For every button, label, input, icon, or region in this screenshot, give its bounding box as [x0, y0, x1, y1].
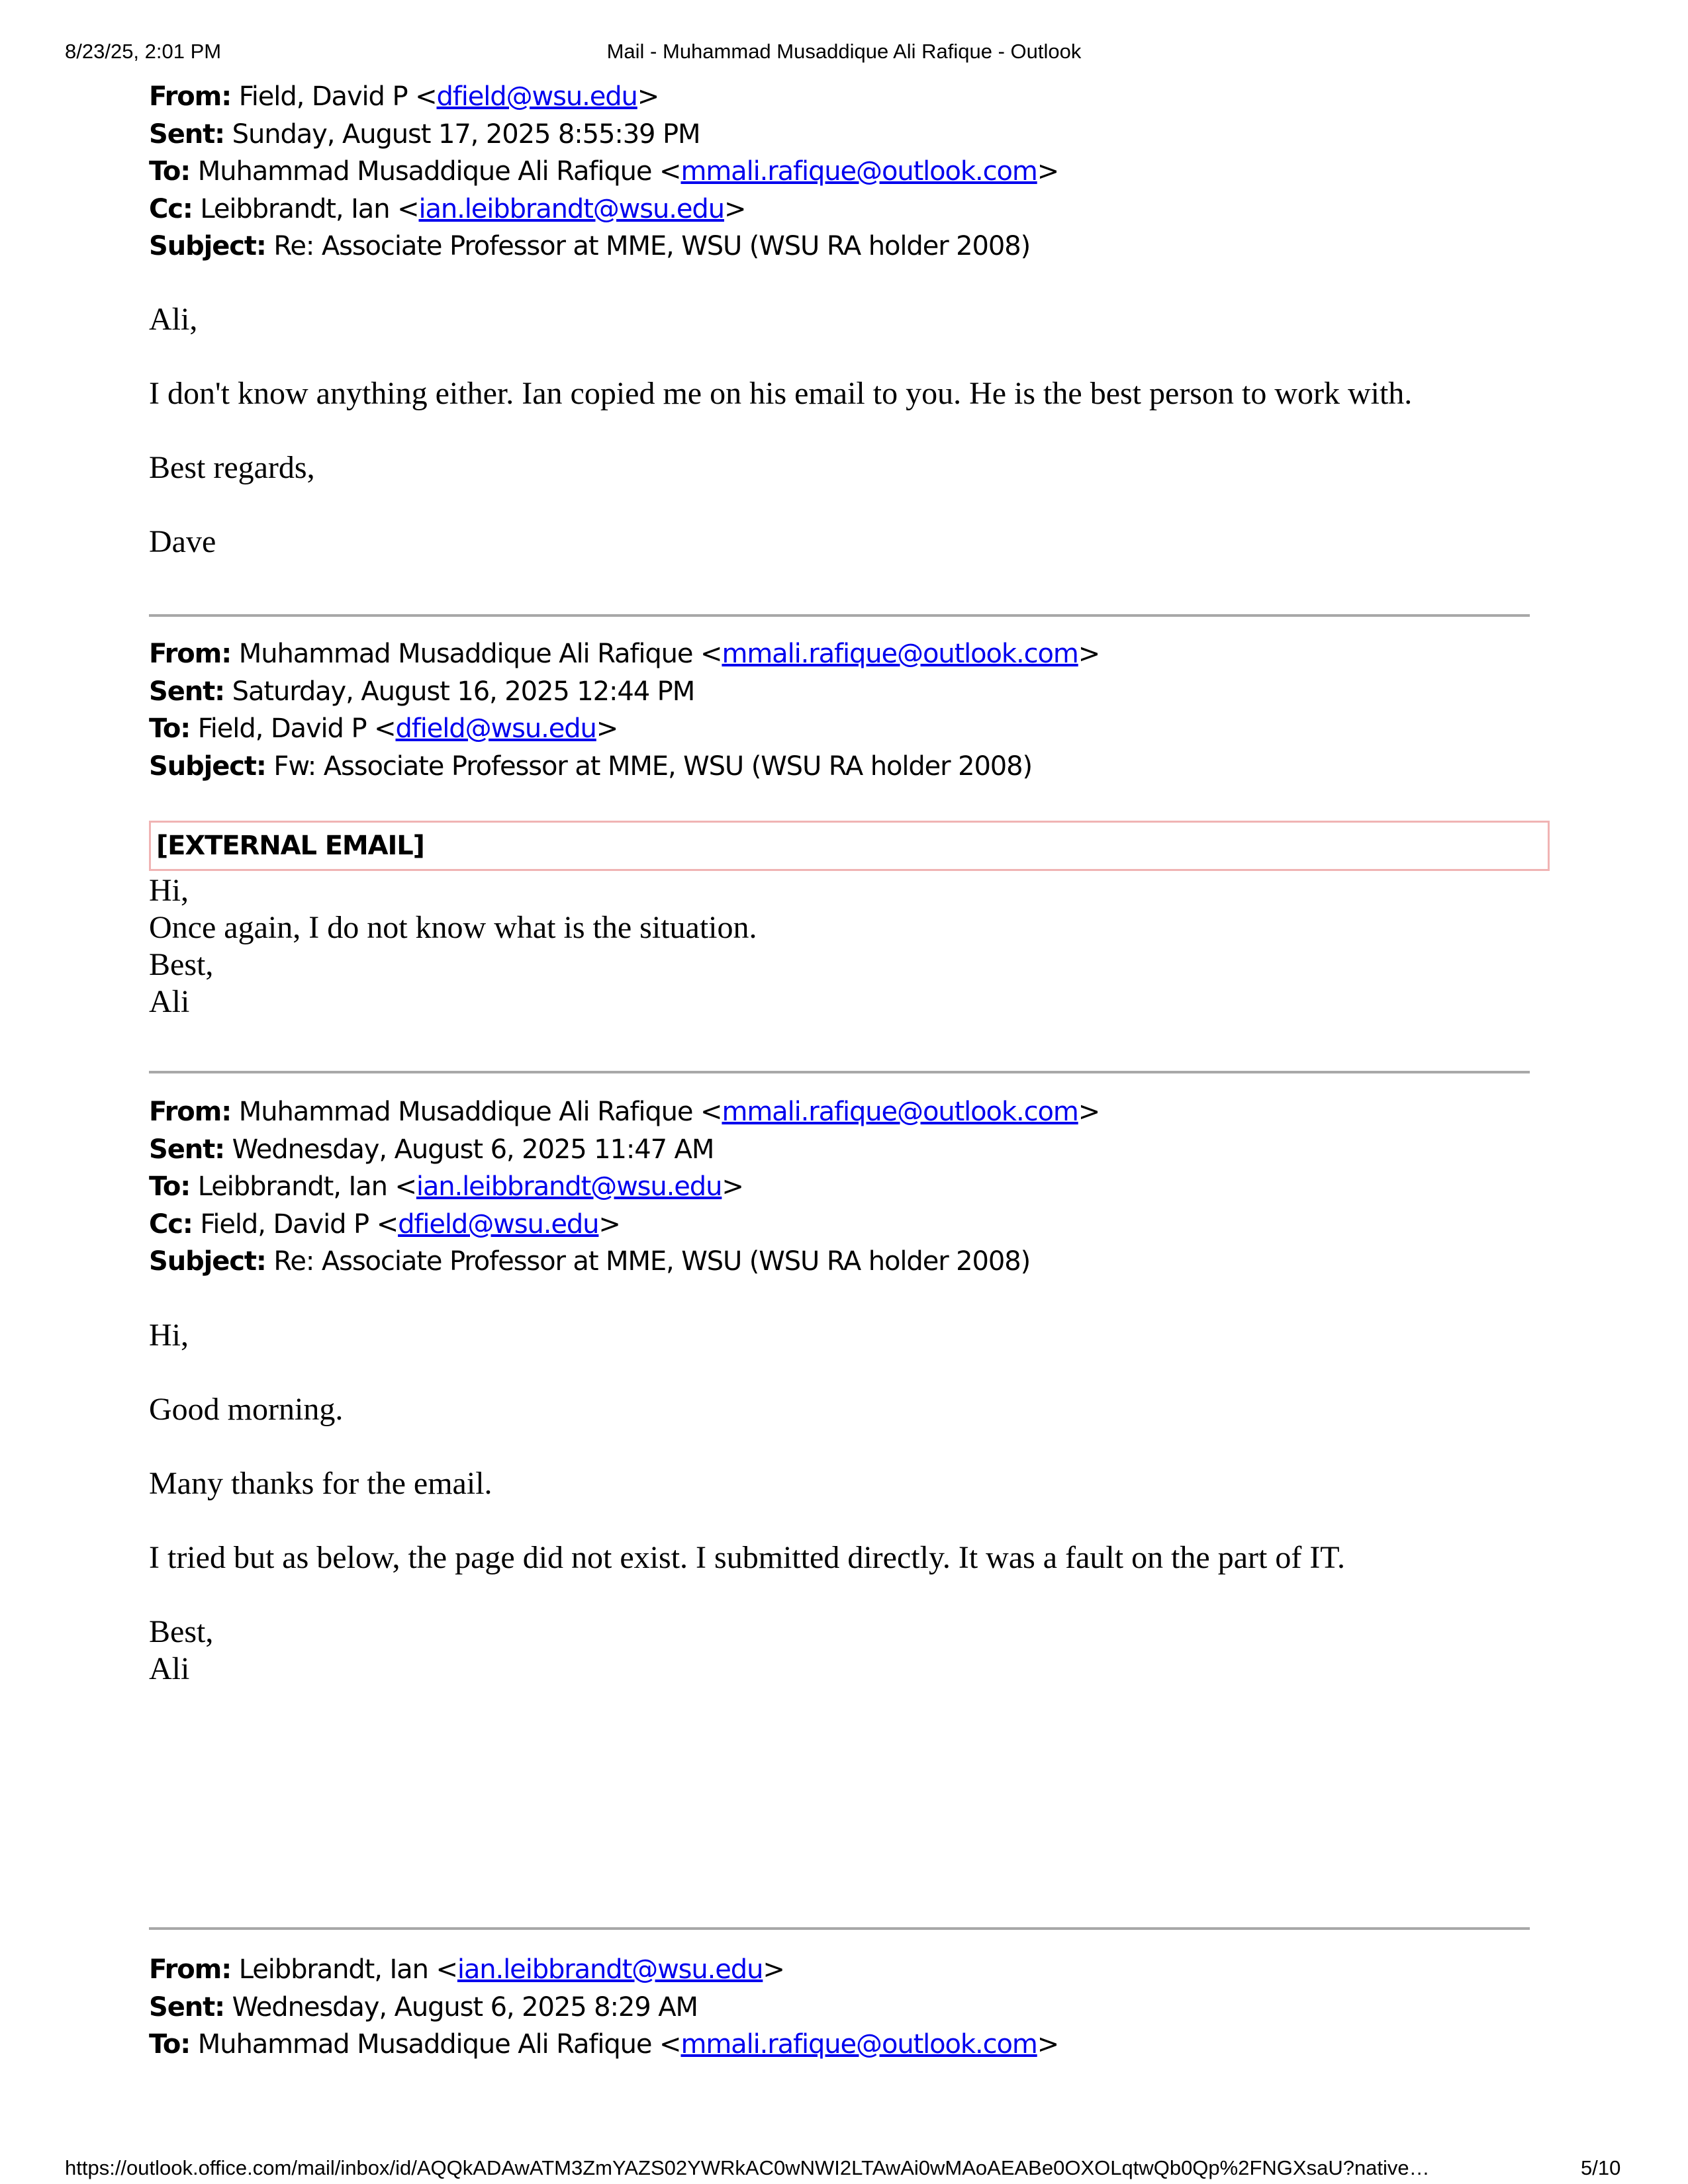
message-separator	[149, 614, 1530, 617]
to-name: Muhammad Musaddique Ali Rafique	[197, 156, 652, 187]
sent-date: Wednesday, August 6, 2025 11:47 AM	[232, 1134, 714, 1165]
subject-label: Subject:	[149, 231, 266, 261]
to-line: To: Muhammad Musaddique Ali Rafique <mmali.rafique@outlook.com>	[149, 2029, 1059, 2060]
sent-date: Wednesday, August 6, 2025 8:29 AM	[232, 1991, 698, 2023]
subject-line	[149, 228, 1532, 265]
external-email-banner: [EXTERNAL EMAIL]	[149, 821, 1550, 871]
to-label: To:	[149, 713, 191, 744]
print-footer	[0, 2156, 1688, 2183]
body-paragraph: I tried but as below, the page did not exist. I submitted directly. It was a fault on the part of IT.	[149, 1540, 1346, 1575]
print-page-number: 5/10	[1581, 2156, 1621, 2179]
message-header-2	[149, 635, 1532, 785]
body-paragraph: Ali	[149, 984, 190, 1019]
body-paragraph: Hi,	[149, 873, 189, 908]
sent-line	[149, 1131, 1532, 1169]
body-paragraph: Ali	[149, 1651, 190, 1686]
from-label: From:	[149, 1954, 232, 1985]
from-name: Muhammad Musaddique Ali Rafique	[238, 639, 693, 669]
from-line: From: Leibbrandt, Ian <ian.leibbrandt@wsu.edu>	[149, 1954, 784, 1985]
body-paragraph: Ali,	[149, 302, 198, 337]
from-email-link[interactable]: dfield@wsu.edu	[436, 81, 637, 112]
subject-text: Re: Associate Professor at MME, WSU (WSU RA holder 2008)	[273, 1246, 1031, 1277]
message-separator	[149, 1927, 1530, 1930]
subject-line	[149, 748, 1532, 786]
from-email-link[interactable]: mmali.rafique@outlook.com	[722, 639, 1078, 669]
sent-line	[149, 1989, 1532, 2026]
sent-label: Sent:	[149, 1134, 225, 1165]
from-line: From: Muhammad Musaddique Ali Rafique <mmali.rafique@outlook.com>	[149, 639, 1100, 669]
body-paragraph: I don't know anything either. Ian copied me on his email to you. He is the best person to work with.	[149, 376, 1413, 411]
message-body-1	[149, 301, 1532, 561]
to-label: To:	[149, 1171, 191, 1202]
message-separator	[149, 1071, 1530, 1073]
to-email-link[interactable]: dfield@wsu.edu	[395, 713, 596, 744]
from-name: Muhammad Musaddique Ali Rafique	[238, 1097, 693, 1127]
cc-email-link[interactable]: ian.leibbrandt@wsu.edu	[418, 193, 724, 224]
from-email-link[interactable]: mmali.rafique@outlook.com	[722, 1097, 1078, 1127]
cc-name: Field, David P	[200, 1208, 369, 1240]
to-email-link[interactable]: mmali.rafique@outlook.com	[680, 156, 1037, 187]
sent-line	[149, 673, 1532, 711]
cc-line: Cc: Leibbrandt, Ian <ian.leibbrandt@wsu.edu>	[149, 193, 746, 224]
sent-label: Sent:	[149, 118, 225, 150]
body-paragraph: Best,	[149, 1614, 214, 1649]
to-label: To:	[149, 156, 191, 187]
from-email-link[interactable]: ian.leibbrandt@wsu.edu	[457, 1954, 763, 1985]
body-paragraph: Dave	[149, 524, 216, 559]
sent-date: Sunday, August 17, 2025 8:55:39 PM	[232, 118, 700, 150]
print-page-title: Mail - Muhammad Musaddique Ali Rafique - Outlook	[606, 40, 1082, 63]
from-line: From: Field, David P <dfield@wsu.edu>	[149, 81, 659, 112]
subject-text: Re: Associate Professor at MME, WSU (WSU RA holder 2008)	[273, 231, 1031, 261]
subject-label: Subject:	[149, 1246, 266, 1277]
print-datetime: 8/23/25, 2:01 PM	[65, 40, 222, 63]
sent-date: Saturday, August 16, 2025 12:44 PM	[232, 676, 695, 707]
subject-line	[149, 1243, 1532, 1281]
body-paragraph: Once again, I do not know what is the situation.	[149, 910, 757, 945]
from-label: From:	[149, 81, 232, 112]
to-line: To: Leibbrandt, Ian <ian.leibbrandt@wsu.edu>	[149, 1171, 743, 1202]
body-paragraph: Good morning.	[149, 1392, 344, 1427]
message-header-4	[149, 1951, 1532, 2064]
message-header-1	[149, 78, 1532, 265]
cc-name: Leibbrandt, Ian	[200, 193, 390, 224]
from-name: Field, David P	[238, 81, 408, 112]
print-header	[0, 40, 1688, 73]
print-url: https://outlook.office.com/mail/inbox/id/AQQkADAwATM3ZmYAZS02YWRkAC0wNWI2LTAwAi0wMAoAEABe0OXOLqtwQb0Qp%2FNGXsaU?native…	[65, 2156, 1430, 2179]
sent-line	[149, 116, 1532, 154]
message-body-2	[149, 872, 1532, 1021]
body-paragraph: Hi,	[149, 1318, 189, 1353]
body-paragraph: Many thanks for the email.	[149, 1466, 492, 1501]
body-paragraph: Best,	[149, 947, 214, 982]
from-line: From: Muhammad Musaddique Ali Rafique <mmali.rafique@outlook.com>	[149, 1097, 1100, 1127]
to-name: Muhammad Musaddique Ali Rafique	[197, 2029, 652, 2060]
to-label: To:	[149, 2029, 191, 2060]
cc-email-link[interactable]: dfield@wsu.edu	[398, 1208, 599, 1240]
sent-label: Sent:	[149, 676, 225, 707]
message-body-3	[149, 1317, 1532, 1688]
cc-label: Cc:	[149, 1208, 193, 1240]
body-paragraph: Best regards,	[149, 450, 315, 485]
cc-label: Cc:	[149, 193, 193, 224]
to-line: To: Field, David P <dfield@wsu.edu>	[149, 713, 618, 744]
from-label: From:	[149, 1097, 232, 1127]
from-label: From:	[149, 639, 232, 669]
sent-label: Sent:	[149, 1991, 225, 2023]
to-email-link[interactable]: ian.leibbrandt@wsu.edu	[416, 1171, 722, 1202]
to-email-link[interactable]: mmali.rafique@outlook.com	[680, 2029, 1037, 2060]
to-line: To: Muhammad Musaddique Ali Rafique <mmali.rafique@outlook.com>	[149, 156, 1059, 187]
subject-label: Subject:	[149, 751, 266, 782]
subject-text: Fw: Associate Professor at MME, WSU (WSU RA holder 2008)	[273, 751, 1033, 782]
cc-line: Cc: Field, David P <dfield@wsu.edu>	[149, 1208, 620, 1240]
to-name: Leibbrandt, Ian	[197, 1171, 387, 1202]
message-header-3	[149, 1093, 1532, 1281]
from-name: Leibbrandt, Ian	[238, 1954, 428, 1985]
to-name: Field, David P	[197, 713, 367, 744]
